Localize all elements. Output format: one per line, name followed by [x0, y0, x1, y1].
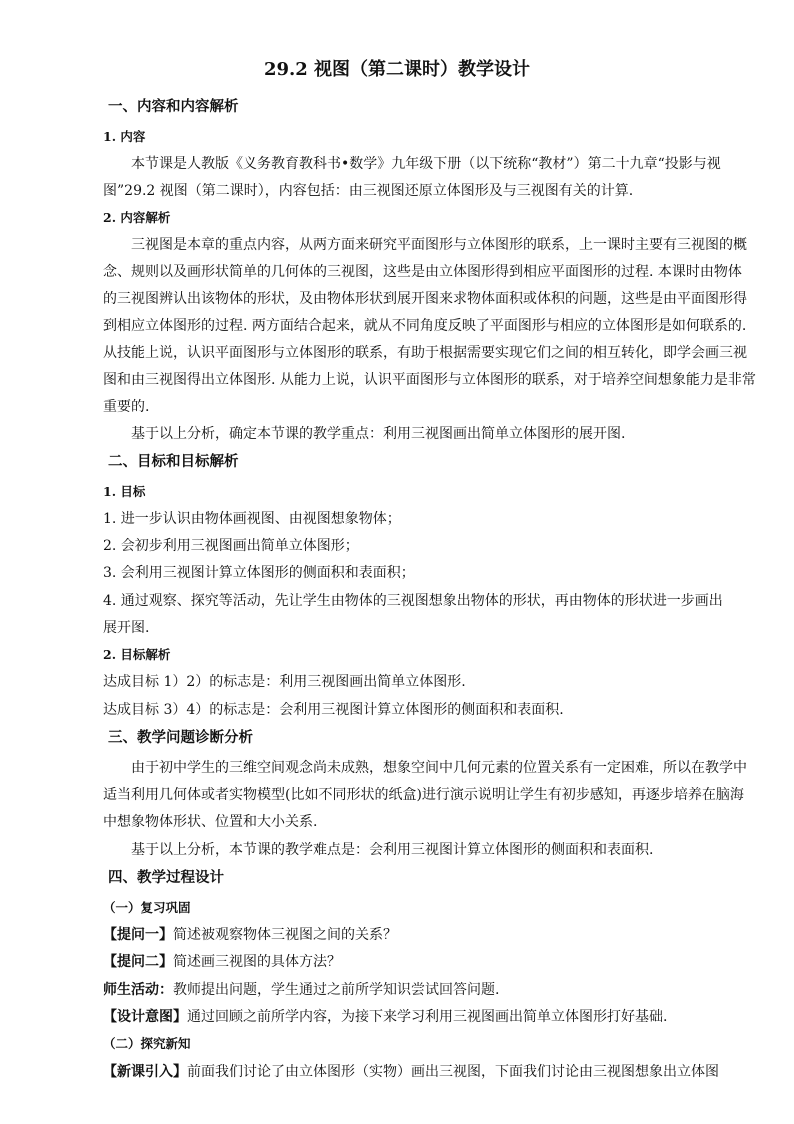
- paragraph-line: 中想象物体形状、位置和大小关系.: [103, 814, 318, 830]
- section-heading-goals: 二、目标和目标解析: [108, 453, 239, 470]
- question-tag: 【提问一】: [103, 927, 173, 943]
- document-title: 29.2 视图（第二课时）教学设计: [263, 59, 531, 80]
- paragraph-line: 由于初中学生的三维空间观念尚未成熟，想象空间中几何元素的位置关系有一定困难，所以在教学中: [131, 760, 747, 776]
- list-item: 3. 会利用三视图计算立体图形的侧面积和表面积；: [103, 565, 415, 581]
- new-lesson-text: 前面我们讨论了由立体图形（实物）画出三视图，下面我们讨论由三视图想象出立体图: [187, 1064, 719, 1080]
- paragraph-line: 图和由三视图得出立体图形. 从能力上说，认识平面图形与立体图形的联系，对于培养空间想象能力是非常: [103, 372, 756, 388]
- design-intent: [103, 1007, 667, 1027]
- question-text: 简述被观察物体三视图之间的关系？: [173, 927, 397, 943]
- question-tag: 【提问二】: [103, 954, 173, 970]
- question-two: [103, 952, 341, 972]
- paragraph-line: 基于以上分析，确定本节课的教学重点：利用三视图画出简单立体图形的展开图.: [131, 426, 626, 442]
- list-item: 2. 会初步利用三视图画出简单立体图形；: [103, 538, 359, 554]
- design-text: 通过回顾之前所学内容，为接下来学习利用三视图画出简单立体图形打好基础.: [187, 1009, 668, 1025]
- subheading-explore: （二）探究新知: [103, 1036, 191, 1051]
- subheading-goals: 1. 目标: [103, 484, 146, 499]
- subheading-review: （一）复习巩固: [103, 900, 191, 915]
- question-text: 简述画三视图的具体方法？: [173, 954, 341, 970]
- paragraph-line: 本节课是人教版《义务教育教科书•数学》九年级下册（以下统称“教材”）第二十九章“投影与视: [131, 156, 721, 172]
- new-lesson-intro: [103, 1062, 719, 1082]
- subheading-goals-analysis: 2. 目标解析: [103, 647, 171, 662]
- list-item-continuation: 展开图.: [103, 620, 150, 636]
- design-tag: 【设计意图】: [103, 1009, 187, 1025]
- subheading-content-analysis: 2. 内容解析: [103, 210, 171, 225]
- activity-tag: 师生活动：: [103, 982, 173, 998]
- subheading-content: 1. 内容: [103, 129, 146, 144]
- paragraph-line: 达成目标 3）4）的标志是：会利用三视图计算立体图形的侧面积和表面积.: [103, 702, 564, 718]
- section-heading-content: 一、内容和内容解析: [108, 98, 239, 115]
- list-item: 1. 进一步认识由物体画视图、由视图想象物体；: [103, 511, 401, 527]
- paragraph-line: 达成目标 1）2）的标志是：利用三视图画出简单立体图形.: [103, 674, 466, 690]
- new-lesson-tag: 【新课引入】: [103, 1064, 187, 1080]
- section-heading-diagnosis: 三、教学问题诊断分析: [108, 729, 253, 746]
- paragraph-line: 基于以上分析，本节课的教学难点是：会利用三视图计算立体图形的侧面积和表面积.: [131, 842, 654, 858]
- list-item: 4. 通过观察、探究等活动，先让学生由物体的三视图想象出物体的形状，再由物体的形状进一步画出: [103, 593, 723, 609]
- teacher-student-activity: [103, 980, 499, 1000]
- paragraph-line: 重要的.: [103, 399, 150, 415]
- paragraph-line: 图”29.2 视图（第二课时），内容包括：由三视图还原立体图形及与三视图有关的计算.: [103, 183, 634, 199]
- question-one: [103, 925, 397, 945]
- section-heading-process: 四、教学过程设计: [108, 869, 224, 886]
- paragraph-line: 适当利用几何体或者实物模型(比如不同形状的纸盒)进行演示说明让学生有初步感知，再逐步培养在脑海: [103, 787, 744, 803]
- paragraph-line: 的三视图辨认出该物体的形状，及由物体形状到展开图来求物体面积或体积的问题，这些是由平面图形得: [103, 291, 747, 307]
- paragraph-line: 到相应立体图形的过程. 两方面结合起来，就从不同角度反映了平面图形与相应的立体图形是如何联系的.: [103, 318, 747, 334]
- paragraph-line: 三视图是本章的重点内容，从两方面来研究平面图形与立体图形的联系，上一课时主要有三视图的概: [131, 237, 747, 253]
- paragraph-line: 从技能上说，认识平面图形与立体图形的联系，有助于根据需要实现它们之间的相互转化，即学会画三视: [103, 345, 747, 361]
- paragraph-line: 念、规则以及画形状简单的几何体的三视图，这些是由立体图形得到相应平面图形的过程. 本课时由物体: [103, 264, 742, 280]
- activity-text: 教师提出问题，学生通过之前所学知识尝试回答问题.: [173, 982, 500, 998]
